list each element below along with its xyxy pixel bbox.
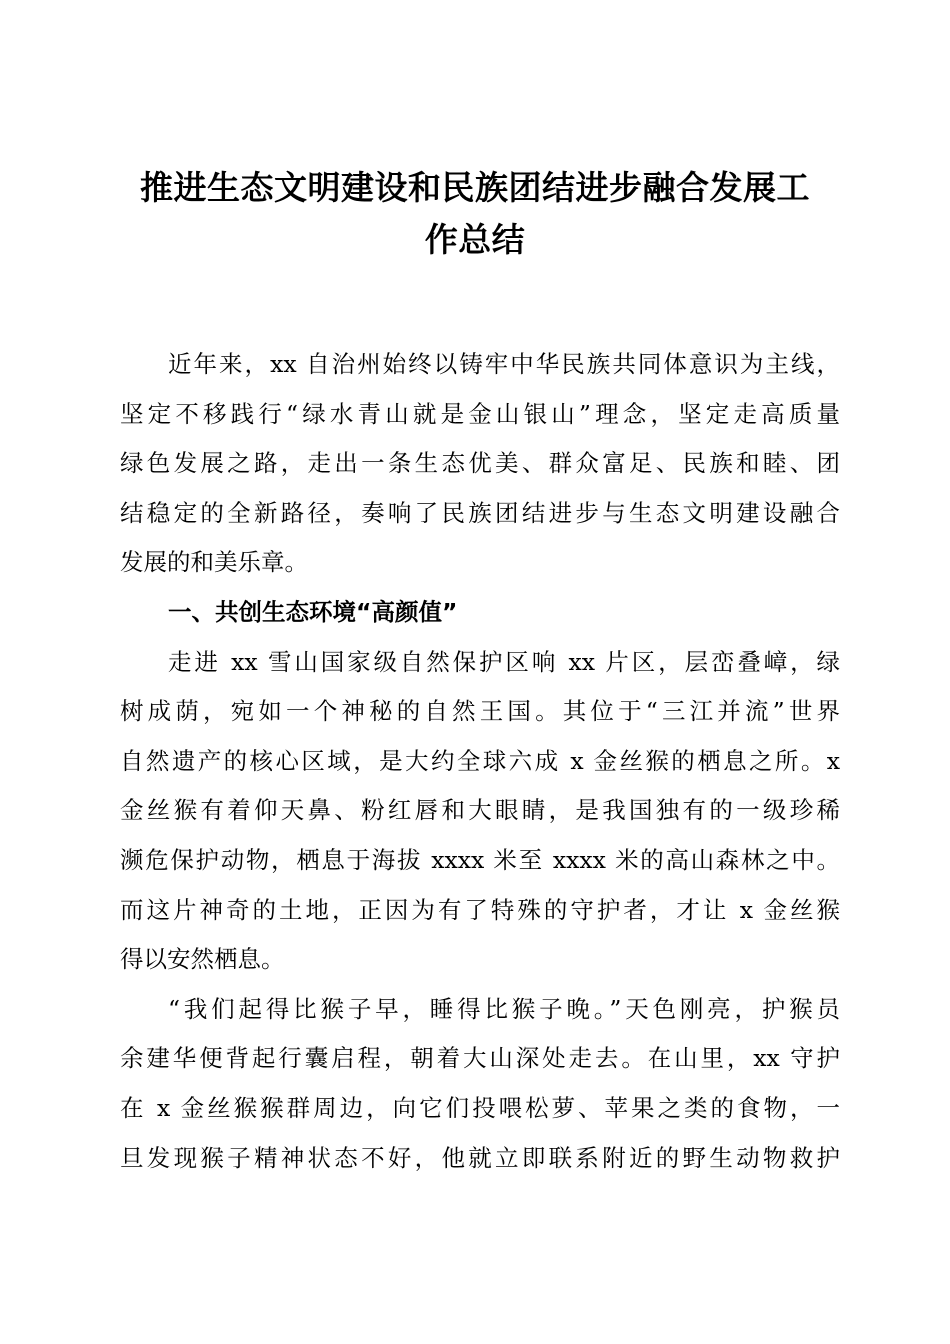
title-line-1: 推进生态文明建设和民族团结进步融合发展工 — [140, 168, 810, 207]
text-line: 余建华便背起行囊启程，朝着大山深处走去。在山里，xx 守护 — [120, 1044, 840, 1073]
text-line: 近年来，xx 自治州始终以铸牢中华民族共同体意识为主线， — [168, 350, 840, 378]
text-line: 在 x 金丝猴猴群周边，向它们投喂松萝、苹果之类的食物，一 — [120, 1093, 840, 1122]
title-line-2: 作总结 — [424, 220, 526, 259]
text-line: 自然遗产的核心区域，是大约全球六成 x 金丝猴的栖息之所。x — [120, 746, 840, 775]
text-line: 结稳定的全新路径，奏响了民族团结进步与生态文明建设融合 — [120, 498, 840, 527]
text-line: 得以安然栖息。 — [120, 945, 285, 974]
document-title — [100, 162, 850, 266]
text-line: 坚定不移践行“绿水青山就是金山银山”理念，坚定走高质量 — [120, 399, 840, 428]
paragraph-intro — [120, 340, 840, 588]
text-line: 金丝猴有着仰天鼻、粉红唇和大眼睛，是我国独有的一级珍稀 — [120, 796, 840, 825]
heading-line: 一、共创生态环境“高颜值” — [168, 597, 458, 626]
text-line: “我们起得比猴子早，睡得比猴子晚。”天色刚亮，护猴员 — [168, 994, 840, 1023]
text-line: 濒危保护动物，栖息于海拔 xxxx 米至 xxxx 米的高山森林之中。 — [120, 845, 840, 874]
text-line: 发展的和美乐章。 — [120, 548, 308, 577]
paragraph-monkey-guardian — [120, 985, 840, 1183]
section-heading — [120, 588, 840, 638]
text-line: 旦发现猴子精神状态不好，他就立即联系附近的野生动物救护 — [120, 1143, 840, 1172]
document-body — [120, 340, 840, 1183]
text-line: 树成荫，宛如一个神秘的自然王国。其位于“三江并流”世界 — [120, 697, 840, 726]
text-line: 走进 xx 雪山国家级自然保护区响 xx 片区，层峦叠嶂，绿 — [168, 647, 840, 676]
text-line: 而这片神奇的土地，正因为有了特殊的守护者，才让 x 金丝猴 — [120, 895, 840, 924]
paragraph-nature-reserve — [120, 638, 840, 985]
text-line: 绿色发展之路，走出一条生态优美、群众富足、民族和睦、团 — [120, 449, 840, 478]
